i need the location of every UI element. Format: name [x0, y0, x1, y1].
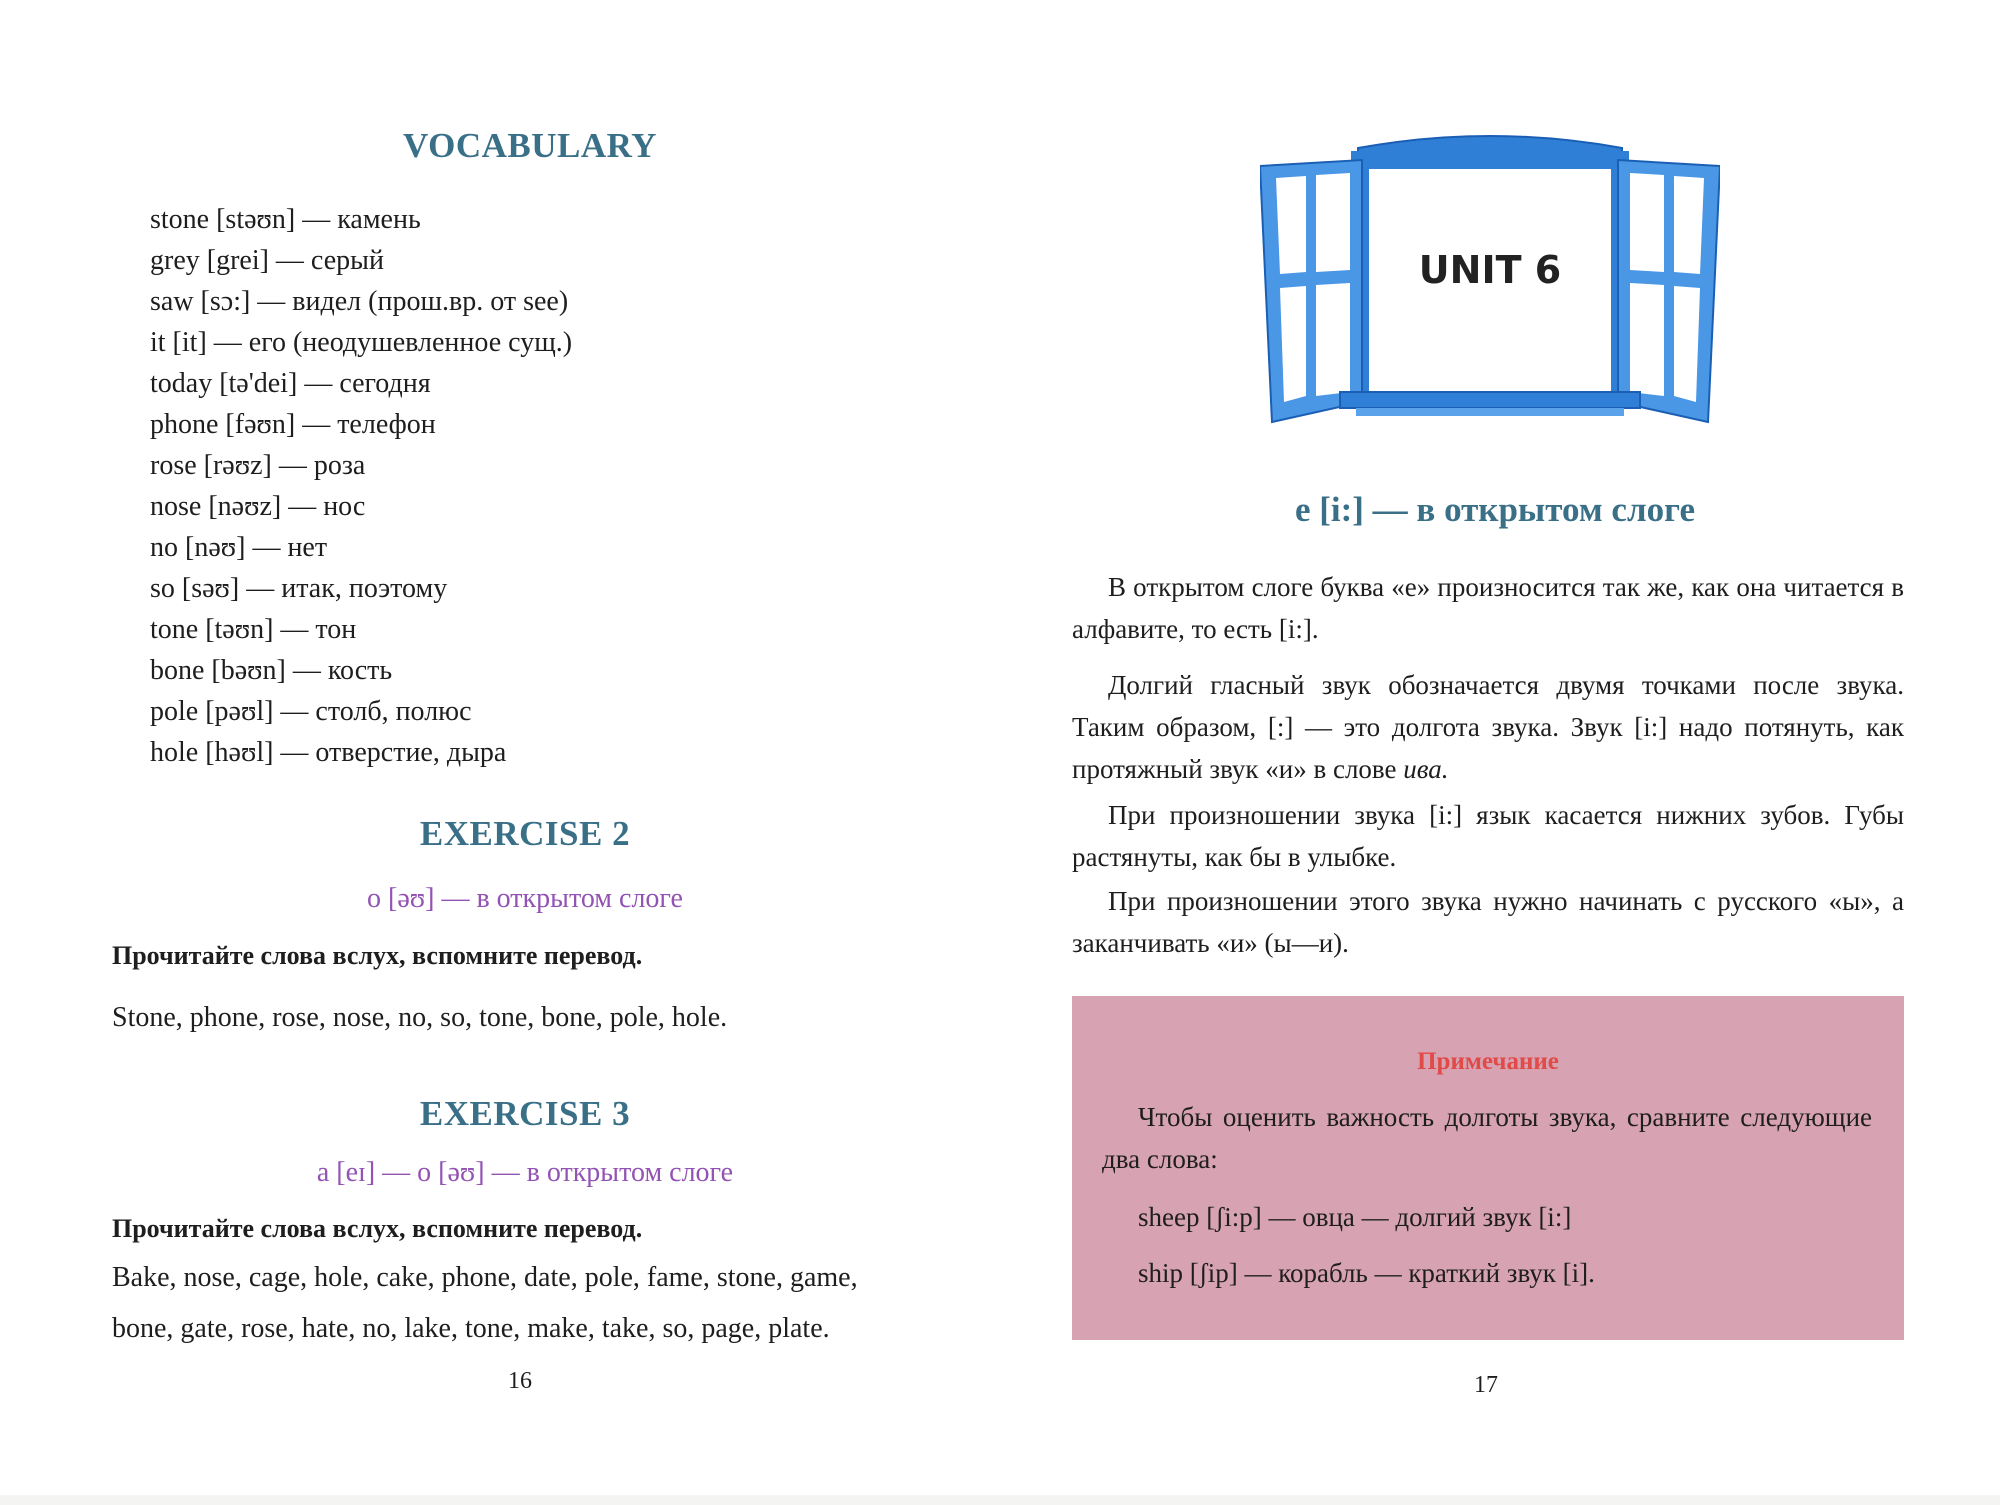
- exercise-3-words-line-1: Bake, nose, cage, hole, cake, phone, date, pole, fame, stone, game,: [112, 1262, 858, 1293]
- page-edge-shadow: [990, 1495, 2000, 1505]
- vocab-item: today [tə'dei] — сегодня: [150, 368, 431, 399]
- right-page: [990, 0, 2000, 1505]
- paragraph-2-italic-word: ива.: [1403, 754, 1449, 784]
- exercise-2-instruction: Прочитайте слова вслух, вспомните перевод.: [112, 941, 643, 970]
- exercise-3-heading: EXERCISE 3: [419, 1094, 631, 1133]
- paragraph-3: При произношении звука [i:] язык касается нижних зубов. Губы растянуты, как бы в улыбке.: [1072, 800, 1904, 872]
- paragraph-1: В открытом слоге буква «е» произносится так же, как она читается в алфавите, то есть [i:].: [1072, 572, 1904, 644]
- exercise-3-subtitle: a [eɪ] — o [əʊ] — в открытом слоге: [316, 1157, 734, 1188]
- vocab-item: grey [grei] — серый: [150, 245, 384, 276]
- left-page: [0, 0, 990, 1505]
- exercise-3-instruction: Прочитайте слова вслух, вспомните перевод.: [112, 1214, 643, 1243]
- page-number-left: 16: [508, 1368, 532, 1394]
- note-example-ship: ship [ʃip] — корабль — краткий звук [i].: [1138, 1258, 1595, 1288]
- vocab-item: it [it] — его (неодушевленное сущ.): [150, 327, 573, 358]
- vocab-item: phone [fəʊn] — телефон: [150, 409, 436, 440]
- exercise-2-words: Stone, phone, rose, nose, no, so, tone, bone, pole, hole.: [112, 1002, 728, 1033]
- page-number-right: 17: [1474, 1372, 1498, 1398]
- note-box: [1072, 996, 1904, 1340]
- vocabulary-heading: VOCABULARY: [403, 126, 657, 165]
- note-text: Чтобы оценить важность долготы звука, сравните следующие два слова:: [1102, 1102, 1872, 1174]
- vocab-item: so [səʊ] — итак, поэтому: [150, 573, 448, 604]
- vocab-item: nose [nəʊz] — нос: [150, 491, 366, 522]
- vocab-item: pole [pəʊl] — столб, полюс: [150, 696, 472, 727]
- vocab-item: bone [bəʊn] — кость: [150, 655, 393, 686]
- paragraph-4: При произношении этого звука нужно начинать с русского «ы», а заканчивать «и» (ы—и).: [1072, 886, 1904, 958]
- unit-label: UNIT 6: [1418, 248, 1562, 292]
- exercise-2-heading: EXERCISE 2: [419, 814, 631, 853]
- vocab-item: stone [stəʊn] — камень: [150, 204, 421, 235]
- vocab-item: saw [sɔ:] — видел (прош.вр. от see): [150, 286, 569, 317]
- paragraph-2-text: Долгий гласный звук обозначается двумя точками после звука. Таким образом, [:] — это долгота звука. Звук [i:] надо потянуть, как протяжный звук «и» в слове: [1072, 670, 1904, 784]
- rule-title: e [i:] — в открытом слоге: [1294, 490, 1696, 529]
- window-illustration: [1260, 130, 1720, 430]
- note-example-sheep: sheep [ʃi:p] — овца — долгий звук [i:]: [1138, 1202, 1572, 1232]
- exercise-3-words-line-2: bone, gate, rose, hate, no, lake, tone, make, take, so, page, plate.: [112, 1313, 830, 1344]
- vocab-item: tone [təʊn] — тон: [150, 614, 357, 645]
- paragraph-2: [1072, 664, 1904, 790]
- note-title: Примечание: [1417, 1048, 1559, 1075]
- page-edge-shadow: [0, 1495, 990, 1505]
- exercise-2-subtitle: o [əʊ] — в открытом слоге: [367, 883, 683, 914]
- vocab-item: rose [rəʊz] — роза: [150, 450, 366, 481]
- vocab-item: no [nəʊ] — нет: [150, 532, 328, 563]
- vocab-item: hole [həʊl] — отверстие, дыра: [150, 737, 507, 768]
